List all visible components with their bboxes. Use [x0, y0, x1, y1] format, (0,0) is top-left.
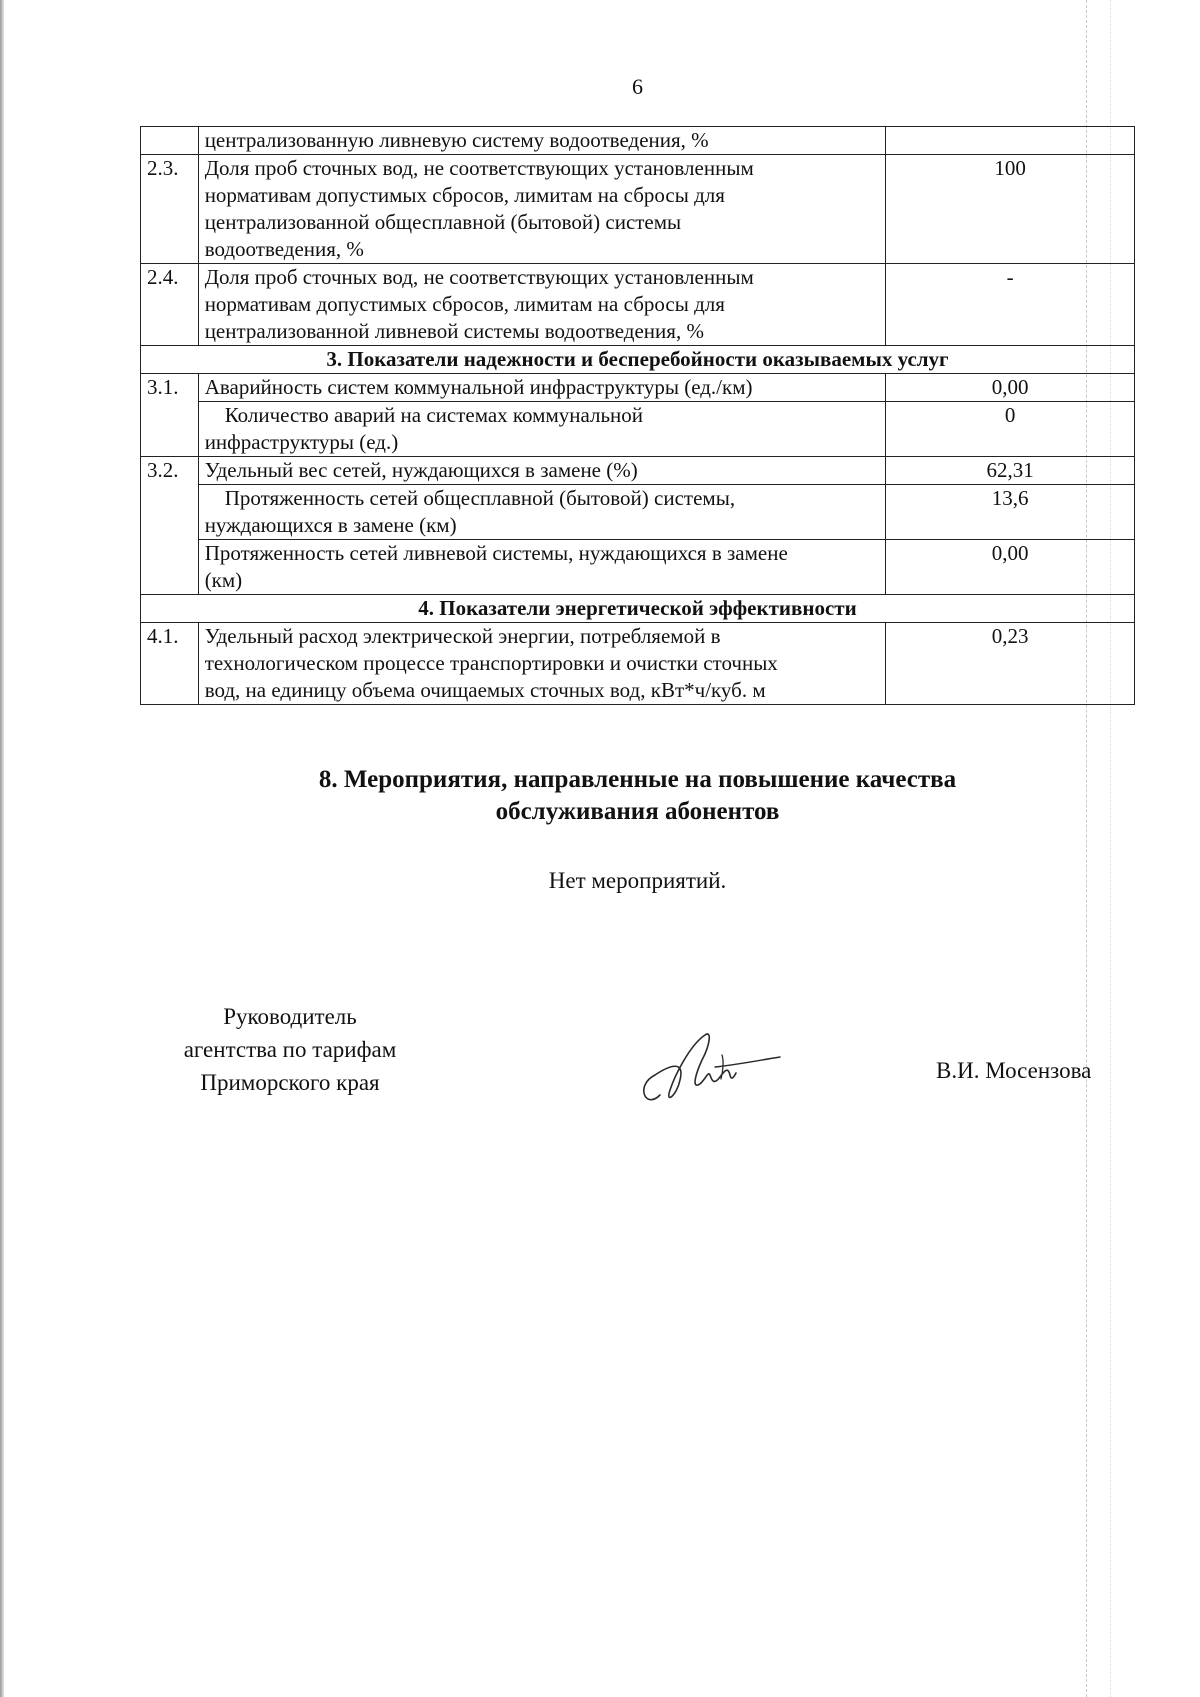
- signer-title-line-3: Приморского края: [200, 1070, 380, 1095]
- table-row: [141, 264, 1135, 346]
- description-line: нуждающихся в замене (км): [204, 513, 457, 537]
- row-description: [198, 623, 886, 705]
- description-line: Доля проб сточных вод, не соответствующих установленным: [204, 265, 754, 289]
- page-number: 6: [632, 74, 643, 99]
- description-line: Количество аварий на системах коммунальной: [224, 403, 644, 427]
- row-value: 0,00: [886, 374, 1135, 402]
- table-sub-row: [141, 540, 1135, 595]
- signer-title: [130, 1000, 450, 1099]
- row-description: [198, 402, 886, 457]
- row-number: 4.1.: [141, 623, 199, 705]
- description-line: Протяженность сетей общесплавной (бытовой) системы,: [224, 486, 736, 510]
- description-line: нормативам допустимых сбросов, лимитам на сбросы для: [204, 183, 725, 207]
- description-line: нормативам допустимых сбросов, лимитам на сбросы для: [204, 292, 725, 316]
- description-line: (км): [204, 568, 243, 592]
- row-number: 3.1.: [141, 374, 199, 457]
- handwritten-signature: [630, 1015, 790, 1115]
- scan-edge-left: [0, 0, 4, 1697]
- row-value: 0,00: [886, 540, 1135, 595]
- table-row: [141, 374, 1135, 402]
- section-8-note: Нет мероприятий.: [548, 868, 727, 893]
- row-number: 2.3.: [141, 155, 199, 264]
- indicators-table-body: [141, 127, 1135, 705]
- description-line: централизованной ливневой системы водоотведения, %: [204, 319, 704, 343]
- table-section-row: [141, 595, 1135, 623]
- section-8-heading-line-2: обслуживания абонентов: [495, 798, 780, 825]
- indicators-table: [140, 126, 1135, 705]
- signer-title-line-1: Руководитель: [223, 1004, 357, 1029]
- description-line: инфраструктуры (ед.): [204, 430, 399, 454]
- description-line: Удельный вес сетей, нуждающихся в замене (%): [204, 458, 638, 482]
- description-line: Удельный расход электрической энергии, потребляемой в: [204, 624, 721, 648]
- row-number: 3.2.: [141, 457, 199, 595]
- row-description: [198, 374, 886, 402]
- section-8-heading-line-1: 8. Мероприятия, направленные на повышение качества: [318, 766, 957, 793]
- section-title: 3. Показатели надежности и бесперебойности оказываемых услуг: [141, 346, 1135, 374]
- signer-title-line-2: агентства по тарифам: [183, 1037, 397, 1062]
- description-line: централизованной общесплавной (бытовой) системы: [204, 210, 682, 234]
- row-description: [198, 155, 886, 264]
- section-title: 4. Показатели энергетической эффективности: [141, 595, 1135, 623]
- section-8-heading: [140, 764, 1135, 828]
- row-description: [198, 485, 886, 540]
- description-line: вод, на единицу объема очищаемых сточных вод, кВт*ч/куб. м: [204, 678, 766, 702]
- description-line: Аварийность систем коммунальной инфраструктуры (ед./км): [204, 375, 753, 399]
- description-line: водоотведения, %: [204, 237, 364, 261]
- row-number: [141, 127, 199, 155]
- table-sub-row: [141, 485, 1135, 540]
- row-value: 0: [886, 402, 1135, 457]
- row-value: 13,6: [886, 485, 1135, 540]
- table-sub-row: [141, 402, 1135, 457]
- description-line: Доля проб сточных вод, не соответствующих установленным: [204, 156, 754, 180]
- signer-name: В.И. Мосензова: [936, 1058, 1092, 1083]
- table-row: [141, 623, 1135, 705]
- row-value: 0,23: [886, 623, 1135, 705]
- row-value: 62,31: [886, 457, 1135, 485]
- row-description: [198, 127, 886, 155]
- row-value: [886, 127, 1135, 155]
- table-section-row: [141, 346, 1135, 374]
- table-row: [141, 457, 1135, 485]
- row-value: 100: [886, 155, 1135, 264]
- table-row: [141, 127, 1135, 155]
- row-value: -: [886, 264, 1135, 346]
- description-line: технологическом процессе транспортировки и очистки сточных: [204, 651, 778, 675]
- row-description: [198, 457, 886, 485]
- row-description: [198, 264, 886, 346]
- row-number: 2.4.: [141, 264, 199, 346]
- row-description: [198, 540, 886, 595]
- description-line: Протяженность сетей ливневой системы, нуждающихся в замене: [204, 541, 788, 565]
- table-row: [141, 155, 1135, 264]
- description-line: централизованную ливневую систему водоотведения, %: [204, 128, 709, 152]
